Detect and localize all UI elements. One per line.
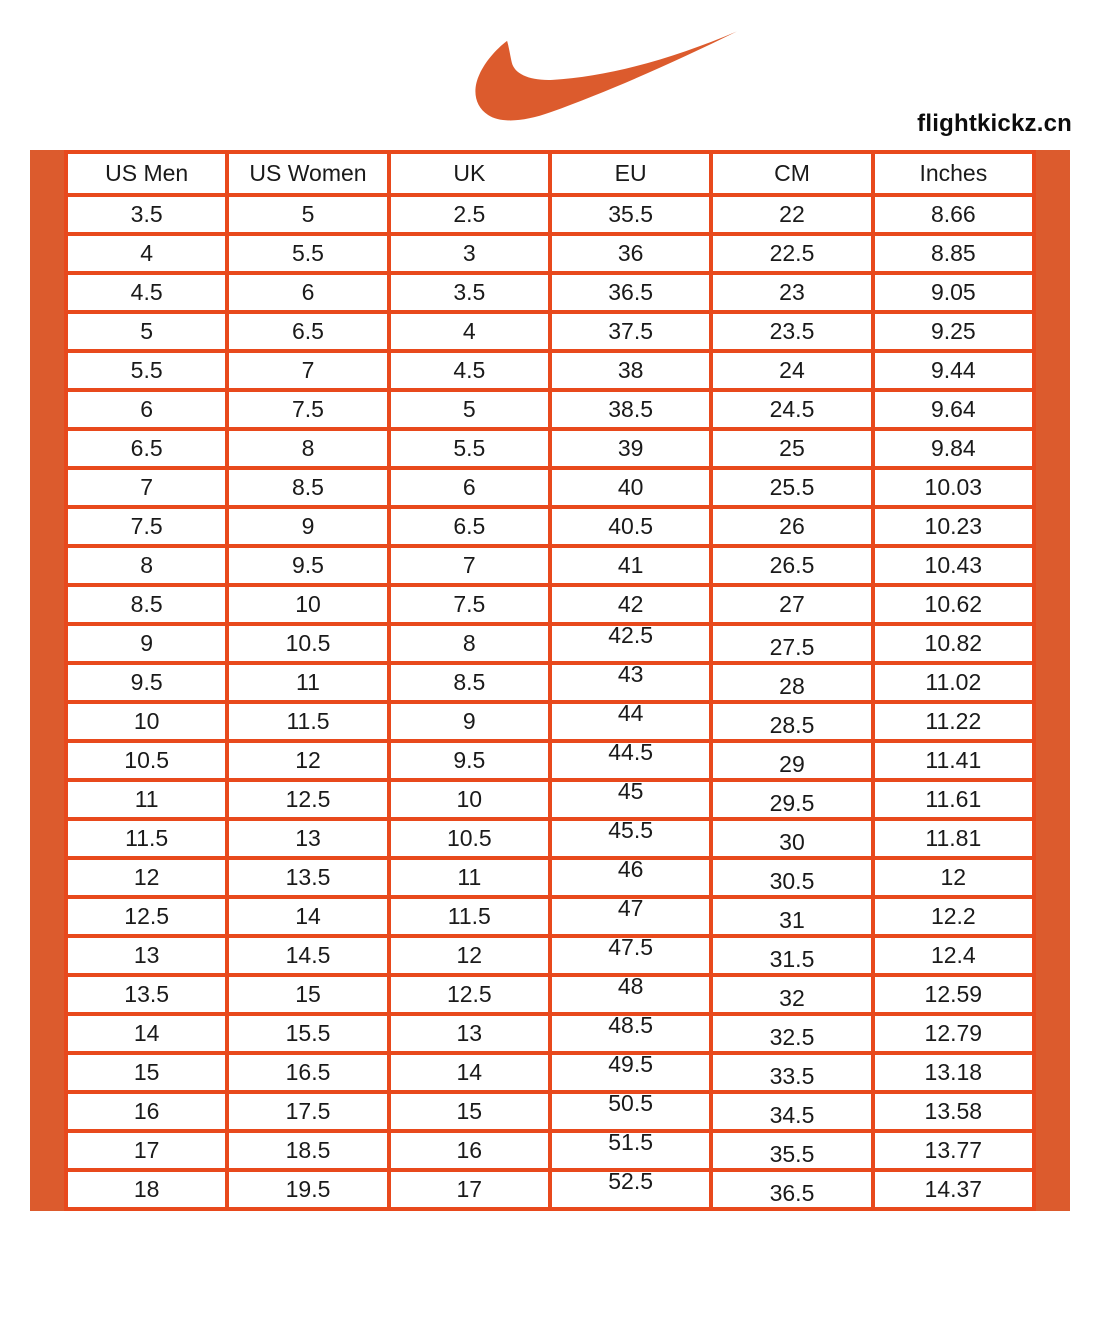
table-row — [66, 624, 1034, 663]
table-cell: 8.5 — [66, 585, 227, 624]
table-cell: 13.58 — [873, 1092, 1034, 1131]
table-cell: 13.5 — [227, 858, 388, 897]
table-cell: 13 — [66, 936, 227, 975]
table-cell: 27 — [711, 585, 872, 624]
table-cell: 4 — [389, 312, 550, 351]
table-cell: 17 — [66, 1131, 227, 1170]
table-cell: 13.77 — [873, 1131, 1034, 1170]
table-cell: 6 — [227, 273, 388, 312]
table-cell: 23 — [711, 273, 872, 312]
table-cell: 7 — [66, 468, 227, 507]
table-cell: 43 — [550, 663, 711, 702]
table-cell: 25.5 — [711, 468, 872, 507]
table-cell: 14 — [227, 897, 388, 936]
table-row — [66, 507, 1034, 546]
table-cell: 7.5 — [66, 507, 227, 546]
table-cell: 7.5 — [389, 585, 550, 624]
table-cell: 16 — [389, 1131, 550, 1170]
table-row — [66, 234, 1034, 273]
table-cell: 28 — [711, 663, 872, 702]
table-cell: 12 — [227, 741, 388, 780]
nike-swoosh-logo — [452, 18, 737, 136]
table-row — [66, 780, 1034, 819]
table-cell: 10.43 — [873, 546, 1034, 585]
table-cell: 8 — [389, 624, 550, 663]
table-cell: 35.5 — [711, 1131, 872, 1170]
table-row — [66, 858, 1034, 897]
table-cell: 9.64 — [873, 390, 1034, 429]
table-cell: 5 — [66, 312, 227, 351]
table-cell: 30 — [711, 819, 872, 858]
table-cell: 7 — [389, 546, 550, 585]
table-cell: 26.5 — [711, 546, 872, 585]
table-cell: 12 — [873, 858, 1034, 897]
table-cell: 11.61 — [873, 780, 1034, 819]
table-cell: 47 — [550, 897, 711, 936]
table-cell: 52.5 — [550, 1170, 711, 1209]
table-cell: 11.5 — [227, 702, 388, 741]
table-cell: 13.18 — [873, 1053, 1034, 1092]
table-cell: 3.5 — [389, 273, 550, 312]
table-cell: 12.5 — [66, 897, 227, 936]
table-row — [66, 897, 1034, 936]
table-row — [66, 351, 1034, 390]
column-header: US Women — [227, 152, 388, 195]
table-cell: 8 — [227, 429, 388, 468]
table-cell: 22 — [711, 195, 872, 234]
table-cell: 42.5 — [550, 624, 711, 663]
table-cell: 10.03 — [873, 468, 1034, 507]
table-cell: 12.59 — [873, 975, 1034, 1014]
table-cell: 8.85 — [873, 234, 1034, 273]
table-cell: 12.4 — [873, 936, 1034, 975]
table-cell: 28.5 — [711, 702, 872, 741]
table-cell: 47.5 — [550, 936, 711, 975]
table-cell: 5.5 — [389, 429, 550, 468]
table-cell: 11.5 — [389, 897, 550, 936]
table-cell: 10 — [389, 780, 550, 819]
table-cell: 44 — [550, 702, 711, 741]
table-cell: 18 — [66, 1170, 227, 1209]
table-cell: 9 — [66, 624, 227, 663]
table-cell: 46 — [550, 858, 711, 897]
table-row — [66, 468, 1034, 507]
table-cell: 44.5 — [550, 741, 711, 780]
table-cell: 3 — [389, 234, 550, 273]
table-cell: 24 — [711, 351, 872, 390]
table-cell: 12 — [66, 858, 227, 897]
table-cell: 2.5 — [389, 195, 550, 234]
table-cell: 39 — [550, 429, 711, 468]
table-cell: 11 — [66, 780, 227, 819]
table-cell: 48 — [550, 975, 711, 1014]
table-cell: 31 — [711, 897, 872, 936]
column-header: EU — [550, 152, 711, 195]
table-cell: 8.5 — [389, 663, 550, 702]
table-cell: 36 — [550, 234, 711, 273]
nike-swoosh-icon — [452, 18, 737, 136]
table-cell: 9 — [389, 702, 550, 741]
table-cell: 29.5 — [711, 780, 872, 819]
table-cell: 32.5 — [711, 1014, 872, 1053]
size-table-frame — [30, 150, 1070, 1211]
table-cell: 6.5 — [66, 429, 227, 468]
table-cell: 27.5 — [711, 624, 872, 663]
table-cell: 16.5 — [227, 1053, 388, 1092]
table-cell: 15.5 — [227, 1014, 388, 1053]
table-row — [66, 1053, 1034, 1092]
table-cell: 10.23 — [873, 507, 1034, 546]
table-cell: 34.5 — [711, 1092, 872, 1131]
column-header: Inches — [873, 152, 1034, 195]
table-cell: 11.5 — [66, 819, 227, 858]
table-cell: 16 — [66, 1092, 227, 1131]
table-cell: 8 — [66, 546, 227, 585]
table-cell: 5.5 — [227, 234, 388, 273]
table-cell: 13 — [389, 1014, 550, 1053]
table-cell: 15 — [66, 1053, 227, 1092]
table-cell: 12 — [389, 936, 550, 975]
table-cell: 3.5 — [66, 195, 227, 234]
table-cell: 24.5 — [711, 390, 872, 429]
table-row — [66, 273, 1034, 312]
table-cell: 5.5 — [66, 351, 227, 390]
table-row — [66, 741, 1034, 780]
table-row — [66, 429, 1034, 468]
table-cell: 10.5 — [389, 819, 550, 858]
size-table-head — [66, 152, 1034, 195]
table-cell: 6 — [66, 390, 227, 429]
table-row — [66, 546, 1034, 585]
table-cell: 10 — [66, 702, 227, 741]
table-cell: 50.5 — [550, 1092, 711, 1131]
table-cell: 14 — [66, 1014, 227, 1053]
table-cell: 4.5 — [66, 273, 227, 312]
table-cell: 9.25 — [873, 312, 1034, 351]
table-cell: 11.41 — [873, 741, 1034, 780]
table-cell: 9.44 — [873, 351, 1034, 390]
table-cell: 41 — [550, 546, 711, 585]
table-cell: 12.79 — [873, 1014, 1034, 1053]
table-cell: 17 — [389, 1170, 550, 1209]
table-cell: 35.5 — [550, 195, 711, 234]
table-cell: 40 — [550, 468, 711, 507]
table-cell: 12.5 — [227, 780, 388, 819]
table-cell: 31.5 — [711, 936, 872, 975]
table-cell: 9 — [227, 507, 388, 546]
table-cell: 7 — [227, 351, 388, 390]
table-cell: 4 — [66, 234, 227, 273]
table-row — [66, 819, 1034, 858]
table-cell: 23.5 — [711, 312, 872, 351]
table-cell: 7.5 — [227, 390, 388, 429]
table-cell: 45 — [550, 780, 711, 819]
table-cell: 37.5 — [550, 312, 711, 351]
table-cell: 22.5 — [711, 234, 872, 273]
table-cell: 6.5 — [389, 507, 550, 546]
table-cell: 11 — [389, 858, 550, 897]
table-row — [66, 195, 1034, 234]
header-row — [66, 152, 1034, 195]
table-cell: 11.22 — [873, 702, 1034, 741]
table-row — [66, 1131, 1034, 1170]
table-row — [66, 390, 1034, 429]
watermark-text: flightkickz.cn — [917, 110, 1072, 137]
table-cell: 51.5 — [550, 1131, 711, 1170]
table-cell: 14.37 — [873, 1170, 1034, 1209]
table-cell: 9.5 — [389, 741, 550, 780]
table-cell: 19.5 — [227, 1170, 388, 1209]
table-row — [66, 585, 1034, 624]
table-row — [66, 936, 1034, 975]
table-cell: 45.5 — [550, 819, 711, 858]
table-cell: 9.84 — [873, 429, 1034, 468]
column-header: UK — [389, 152, 550, 195]
table-cell: 26 — [711, 507, 872, 546]
table-row — [66, 312, 1034, 351]
table-row — [66, 1092, 1034, 1131]
table-cell: 10.62 — [873, 585, 1034, 624]
table-cell: 9.5 — [227, 546, 388, 585]
column-header: CM — [711, 152, 872, 195]
column-header: US Men — [66, 152, 227, 195]
table-cell: 18.5 — [227, 1131, 388, 1170]
table-cell: 10.5 — [227, 624, 388, 663]
table-cell: 17.5 — [227, 1092, 388, 1131]
table-cell: 8.5 — [227, 468, 388, 507]
table-cell: 30.5 — [711, 858, 872, 897]
table-cell: 15 — [389, 1092, 550, 1131]
table-cell: 5 — [389, 390, 550, 429]
table-cell: 25 — [711, 429, 872, 468]
table-row — [66, 975, 1034, 1014]
table-cell: 36.5 — [550, 273, 711, 312]
table-row — [66, 1170, 1034, 1209]
table-cell: 38 — [550, 351, 711, 390]
table-cell: 8.66 — [873, 195, 1034, 234]
table-cell: 9.5 — [66, 663, 227, 702]
table-cell: 12.5 — [389, 975, 550, 1014]
table-cell: 13.5 — [66, 975, 227, 1014]
table-cell: 12.2 — [873, 897, 1034, 936]
table-cell: 6 — [389, 468, 550, 507]
table-cell: 6.5 — [227, 312, 388, 351]
table-cell: 11 — [227, 663, 388, 702]
table-cell: 10.82 — [873, 624, 1034, 663]
table-cell: 13 — [227, 819, 388, 858]
table-cell: 48.5 — [550, 1014, 711, 1053]
table-cell: 32 — [711, 975, 872, 1014]
table-cell: 11.81 — [873, 819, 1034, 858]
table-cell: 36.5 — [711, 1170, 872, 1209]
table-cell: 40.5 — [550, 507, 711, 546]
table-row — [66, 663, 1034, 702]
table-cell: 11.02 — [873, 663, 1034, 702]
table-row — [66, 702, 1034, 741]
table-cell: 29 — [711, 741, 872, 780]
table-cell: 49.5 — [550, 1053, 711, 1092]
table-cell: 9.05 — [873, 273, 1034, 312]
size-table-body — [66, 195, 1034, 1209]
table-cell: 14 — [389, 1053, 550, 1092]
table-cell: 14.5 — [227, 936, 388, 975]
table-cell: 42 — [550, 585, 711, 624]
table-cell: 5 — [227, 195, 388, 234]
table-cell: 4.5 — [389, 351, 550, 390]
table-cell: 38.5 — [550, 390, 711, 429]
table-cell: 15 — [227, 975, 388, 1014]
size-table — [64, 150, 1036, 1211]
table-row — [66, 1014, 1034, 1053]
table-cell: 10.5 — [66, 741, 227, 780]
table-cell: 10 — [227, 585, 388, 624]
table-cell: 33.5 — [711, 1053, 872, 1092]
